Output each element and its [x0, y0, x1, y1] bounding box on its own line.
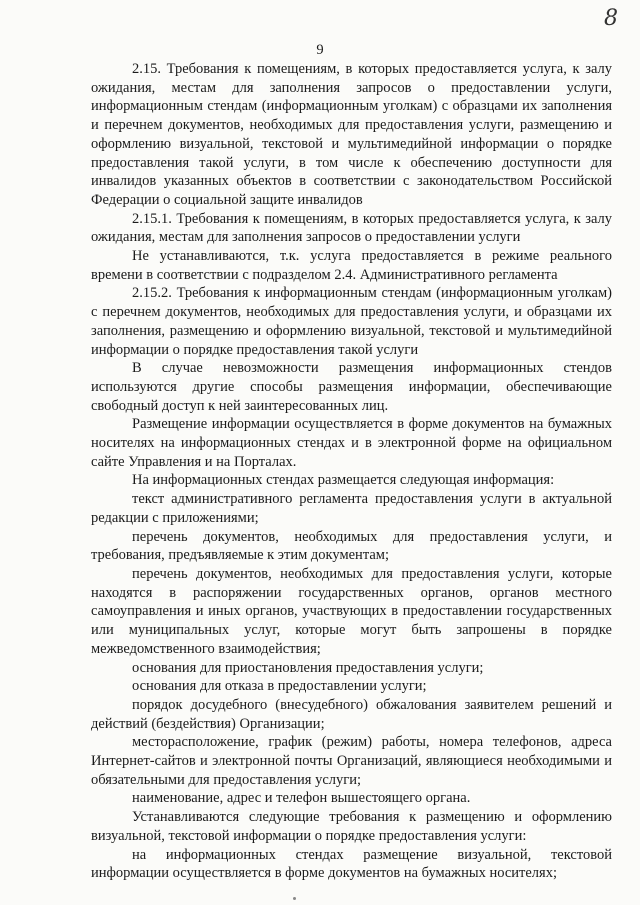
paragraph-stands-paper-form: на информационных стендах размещение визуальной, текстовой информации осуществляется в форме документов на бумажных носителях; — [91, 846, 612, 882]
paragraph-placement-form: Размещение информации осуществляется в форме документов на бумажных носителях на информационных стендах и в электронной форме на официальном сайте Управления и на Порталах. — [91, 416, 612, 470]
list-item: текст административного регламента предоставления услуги в актуальной редакции с приложениями; — [91, 491, 612, 526]
scan-speck — [293, 897, 296, 900]
list-item: наименование, адрес и телефон вышестоящего органа. — [132, 790, 471, 807]
paragraph-stands-impossible: В случае невозможности размещения информационных стендов используются другие способы размещения информации, обеспечивающие свободный доступ к ней заинтересованных лиц. — [91, 360, 612, 414]
paragraph-not-established: Не устанавливаются, т.к. услуга предоставляется в режиме реального времени в соответствии с подразделом 2.4. Административного регламента — [91, 248, 612, 283]
list-item: основания для приостановления предоставления услуги; — [132, 659, 484, 676]
list-item: порядок досудебного (внесудебного) обжалования заявителем решений и действий (бездействия) Организации; — [91, 696, 612, 732]
paragraph-2-15-1: 2.15.1. Требования к помещениям, в которых предоставляется услуга, к залу ожидания, местам для заполнения запросов о предоставлении услуги — [91, 210, 612, 246]
paragraph-requirements-intro: Устанавливаются следующие требования к размещению и оформлению визуальной, текстовой информации о порядке предоставления услуги: — [91, 809, 612, 844]
page-number: 9 — [316, 42, 324, 58]
paragraph-stands-info-intro: На информационных стендах размещается следующая информация: — [132, 472, 555, 489]
document-body — [91, 60, 612, 883]
list-item: месторасположение, график (режим) работы, номера телефонов, адреса Интернет-сайтов и электронной почты Организаций, являющиеся необходимыми и обязательными для предоставления услуги; — [91, 734, 612, 788]
paragraph-2-15: 2.15. Требования к помещениям, в которых предоставляется услуга, к залу ожидания, местам для заполнения запросов о предоставлении услуги, информационным стендам (информационным уголкам) с образцами их заполнения и перечнем документов, необходимых для предоставления услуги, размещению и оформлению визуальной, текстовой и мультимедийной информации о порядке предоставления такой услуги, в том числе к обеспечению доступности для инвалидов указанных объектов в соответствии с законодательством Российской Федерации о социальной защите инвалидов — [91, 61, 612, 208]
list-item: основания для отказа в предоставлении услуги; — [132, 678, 427, 695]
list-item: перечень документов, необходимых для предоставления услуги, и требования, предъявляемые к этим документам; — [91, 528, 612, 564]
handwritten-page-number: 8 — [604, 6, 618, 31]
paragraph-2-15-2: 2.15.2. Требования к информационным стендам (информационным уголкам) с перечнем документов, необходимых для предоставления услуги, и образцами их заполнения, размещению и оформлению визуальной, текстовой и мультимедийной информации о порядке предоставления такой услуги — [91, 285, 612, 358]
list-item: перечень документов, необходимых для предоставления услуги, которые находятся в распоряжении государственных органов, органов местного самоуправления и иных органов, участвующих в предоставлении государственных или муниципальных услуг, которые могут быть запрошены в порядке межведомственного взаимодействия; — [91, 565, 612, 657]
